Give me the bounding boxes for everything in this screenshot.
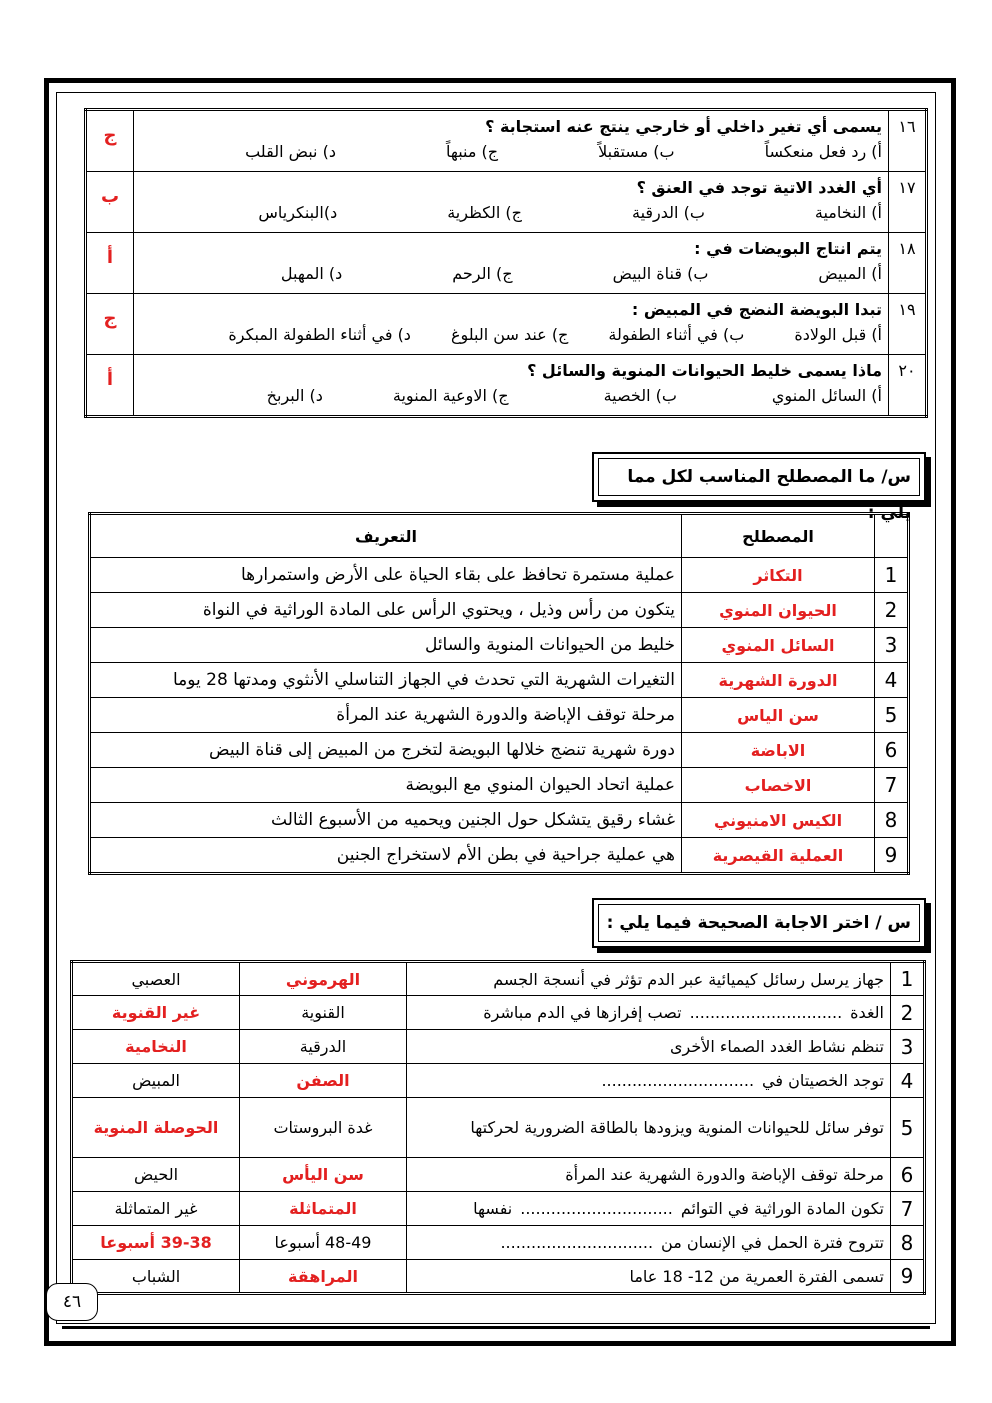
terms-row: [90, 838, 909, 874]
choose-statement: [407, 996, 891, 1030]
terms-row: [90, 558, 909, 593]
choose-row: [72, 1064, 925, 1098]
choose-header: س / اختر الاجابة الصحيحة فيما يلي :: [598, 904, 920, 942]
terms-header: س/ ما المصطلح المناسب لكل مما يلي :: [598, 458, 920, 496]
choose-statement-start: الغدة: [850, 1003, 884, 1022]
choose-option-2: المبيض: [72, 1064, 240, 1098]
choose-option-1: المتماثلة: [240, 1192, 407, 1226]
mcq-option: ج) الرحم: [452, 264, 513, 283]
choose-statement-end: تصب إفرازها في الدم مباشرة: [483, 1003, 682, 1022]
mcq-option: أ) المبيض: [818, 264, 882, 283]
term-definition: مرحلة توقف الإباضة والدورة الشهرية عند المرأة: [90, 698, 682, 733]
choose-row: [72, 962, 925, 996]
mcq-row: [86, 355, 927, 417]
terms-head-term: المصطلح: [682, 514, 875, 558]
choose-statement: توفر سائل للحيوانات المنوية ويزودها بالطاقة الضرورية لحركتها: [407, 1098, 891, 1158]
mcq-question-cell: [134, 294, 889, 355]
mcq-option: ب) في أثناء الطفولة: [608, 325, 745, 344]
choose-row: [72, 1192, 925, 1226]
choose-option-2: الحيض: [72, 1158, 240, 1192]
term-definition: غشاء رقيق يتشكل حول الجنين ويحميه من الأسبوع الثالث: [90, 803, 682, 838]
mcq-question: أي الغدد الاتية توجد في العنق ؟: [636, 178, 882, 197]
choose-option-1: سن اليأس: [240, 1158, 407, 1192]
mcq-number: ١٨: [889, 233, 927, 294]
mcq-option: ب) الدرقية: [632, 203, 705, 222]
choose-statement-start: تكون المادة الوراثية في التوائم: [680, 1199, 884, 1218]
choose-option-2: غير القنوية: [72, 996, 240, 1030]
term-name: السائل المنوي: [682, 628, 875, 663]
choose-row: [72, 1098, 925, 1158]
terms-head-row: [90, 514, 909, 558]
mcq-option: د) البربخ: [266, 386, 323, 405]
term-number: 3: [875, 628, 909, 663]
choose-statement: [407, 1226, 891, 1260]
choose-blank: ..............................: [500, 1233, 654, 1252]
terms-header-box: [592, 452, 926, 523]
term-name: سن الياس: [682, 698, 875, 733]
mcq-row: [86, 294, 927, 355]
choose-table: [70, 960, 926, 1295]
choose-blank: ..............................: [689, 1003, 843, 1022]
terms-row: [90, 628, 909, 663]
choose-number: 1: [891, 962, 925, 996]
choose-number: 3: [891, 1030, 925, 1064]
terms-head-num: [875, 514, 909, 558]
mcq-option: ب) قناة البيض: [612, 264, 709, 283]
mcq-option: ب) مستقبلاً: [598, 142, 675, 161]
term-number: 6: [875, 733, 909, 768]
terms-head-definition: التعريف: [90, 514, 682, 558]
terms-row: [90, 803, 909, 838]
mcq-answer: أ: [86, 355, 134, 417]
mcq-option: ج) الاوعية المنوية: [392, 386, 509, 405]
choose-number: 7: [891, 1192, 925, 1226]
term-definition: خليط من الحيوانات المنوية والسائل: [90, 628, 682, 663]
choose-row: [72, 1030, 925, 1064]
mcq-option: د) في أثناء الطفولة المبكرة: [228, 325, 411, 344]
term-number: 1: [875, 558, 909, 593]
choose-option-1: الصفن: [240, 1064, 407, 1098]
choose-option-1: الهرموني: [240, 962, 407, 996]
choose-option-2: العصبي: [72, 962, 240, 996]
choose-statement-start: توجد الخصيتان في: [762, 1071, 884, 1090]
mcq-options: [140, 322, 882, 348]
choose-statement-start: تتروح فترة الحمل في الإنسان من: [661, 1233, 884, 1252]
mcq-option: د) المهبل: [280, 264, 343, 283]
choose-option-2: غير المتماثلة: [72, 1192, 240, 1226]
term-number: 2: [875, 593, 909, 628]
choose-statement-end: نفسها: [473, 1199, 513, 1218]
choose-row: [72, 1226, 925, 1260]
bottom-rule: [62, 1326, 930, 1329]
mcq-option: أ) النخامية: [814, 203, 882, 222]
mcq-option: أ) السائل المنوي: [771, 386, 882, 405]
choose-option-1: القنوية: [240, 996, 407, 1030]
mcq-option: ج) عند سن البلوغ: [450, 325, 569, 344]
mcq-answer: ج: [86, 294, 134, 355]
mcq-question: يسمى أي تغير داخلي أو خارجي ينتج عنه استجابة ؟: [485, 117, 882, 136]
choose-header-box: [592, 898, 926, 948]
term-definition: هي عملية جراحية في بطن الأم لاستخراج الجنين: [90, 838, 682, 874]
term-number: 7: [875, 768, 909, 803]
choose-statement: تنظم نشاط الغدد الصماء الأخرى: [407, 1030, 891, 1064]
choose-statement: تسمى الفترة العمرية من 12- 18 عاما: [407, 1260, 891, 1294]
mcq-question: ماذا يسمى خليط الحيوانات المنوية والسائل ؟: [527, 361, 882, 380]
choose-number: 6: [891, 1158, 925, 1192]
choose-option-1: غدة البروستات: [240, 1098, 407, 1158]
choose-blank: ..............................: [601, 1071, 755, 1090]
page-number: ٤٦: [46, 1283, 98, 1321]
term-number: 4: [875, 663, 909, 698]
mcq-question-cell: [134, 355, 889, 417]
term-definition: دورة شهرية تنضج خلالها البويضة لتخرج من المبيض إلى قناة البيض: [90, 733, 682, 768]
mcq-table: [84, 108, 928, 418]
choose-option-1: المراهقة: [240, 1260, 407, 1294]
choose-option-2: الحوصلة المنوية: [72, 1098, 240, 1158]
term-name: الاخصاب: [682, 768, 875, 803]
term-definition: عملية مستمرة تحافظ على بقاء الحياة على الأرض واستمرارها: [90, 558, 682, 593]
terms-row: [90, 593, 909, 628]
term-number: 5: [875, 698, 909, 733]
choose-number: 9: [891, 1260, 925, 1294]
term-name: الدورة الشهرية: [682, 663, 875, 698]
choose-option-2: 39-38 أسبوعا: [72, 1226, 240, 1260]
mcq-option: د) نبض القلب: [245, 142, 336, 161]
mcq-question: تبدا البويضة النضج في المبيض :: [631, 300, 882, 319]
mcq-options: [140, 200, 882, 226]
terms-row: [90, 733, 909, 768]
mcq-question-cell: [134, 110, 889, 172]
choose-option-1: الدرقية: [240, 1030, 407, 1064]
terms-table: [88, 512, 910, 875]
terms-row: [90, 768, 909, 803]
mcq-number: ١٩: [889, 294, 927, 355]
mcq-option: ج) منبهاً: [445, 142, 499, 161]
choose-statement: جهاز يرسل رسائل كيميائية عبر الدم تؤثر في أنسجة الجسم: [407, 962, 891, 996]
choose-statement: [407, 1064, 891, 1098]
choose-number: 4: [891, 1064, 925, 1098]
mcq-row: [86, 233, 927, 294]
mcq-options: [140, 139, 882, 165]
mcq-options: [140, 261, 882, 287]
mcq-row: [86, 110, 927, 172]
mcq-option: أ) قبل الولادة: [794, 325, 882, 344]
choose-statement: [407, 1192, 891, 1226]
choose-number: 5: [891, 1098, 925, 1158]
terms-row: [90, 698, 909, 733]
mcq-question-cell: [134, 233, 889, 294]
term-name: العملية القيصرية: [682, 838, 875, 874]
choose-row: [72, 1260, 925, 1294]
choose-option-1: 48-49 أسبوعا: [240, 1226, 407, 1260]
choose-statement: مرحلة توقف الإباضة والدورة الشهرية عند المرأة: [407, 1158, 891, 1192]
choose-blank: ..............................: [520, 1199, 673, 1218]
mcq-options: [140, 383, 882, 409]
term-name: التكاثر: [682, 558, 875, 593]
mcq-option: د)البنكرياس: [258, 203, 338, 222]
choose-row: [72, 1158, 925, 1192]
mcq-number: ٢٠: [889, 355, 927, 417]
mcq-question: يتم انتاج البويضات في :: [694, 239, 882, 258]
term-definition: عملية اتحاد الحيوان المنوي مع البويضة: [90, 768, 682, 803]
term-name: الحيوان المنوي: [682, 593, 875, 628]
mcq-option: أ) رد فعل منعكساً: [764, 142, 882, 161]
term-definition: التغيرات الشهرية التي تحدث في الجهاز التناسلي الأنثوي ومدتها 28 يوما: [90, 663, 682, 698]
term-number: 8: [875, 803, 909, 838]
choose-option-2: الشباب: [72, 1260, 240, 1294]
terms-row: [90, 663, 909, 698]
mcq-number: ١٧: [889, 172, 927, 233]
choose-number: 2: [891, 996, 925, 1030]
mcq-answer: ب: [86, 172, 134, 233]
term-name: الاباضة: [682, 733, 875, 768]
term-name: الكيس الامنيوني: [682, 803, 875, 838]
mcq-option: ب) الخصية: [603, 386, 677, 405]
mcq-answer: ج: [86, 110, 134, 172]
mcq-answer: أ: [86, 233, 134, 294]
term-definition: يتكون من رأس وذيل ، ويحتوي الرأس على المادة الوراثية في النواة: [90, 593, 682, 628]
mcq-row: [86, 172, 927, 233]
term-number: 9: [875, 838, 909, 874]
choose-option-2: النخامية: [72, 1030, 240, 1064]
mcq-option: ج) الكظرية: [447, 203, 522, 222]
mcq-number: ١٦: [889, 110, 927, 172]
choose-row: [72, 996, 925, 1030]
mcq-question-cell: [134, 172, 889, 233]
choose-number: 8: [891, 1226, 925, 1260]
